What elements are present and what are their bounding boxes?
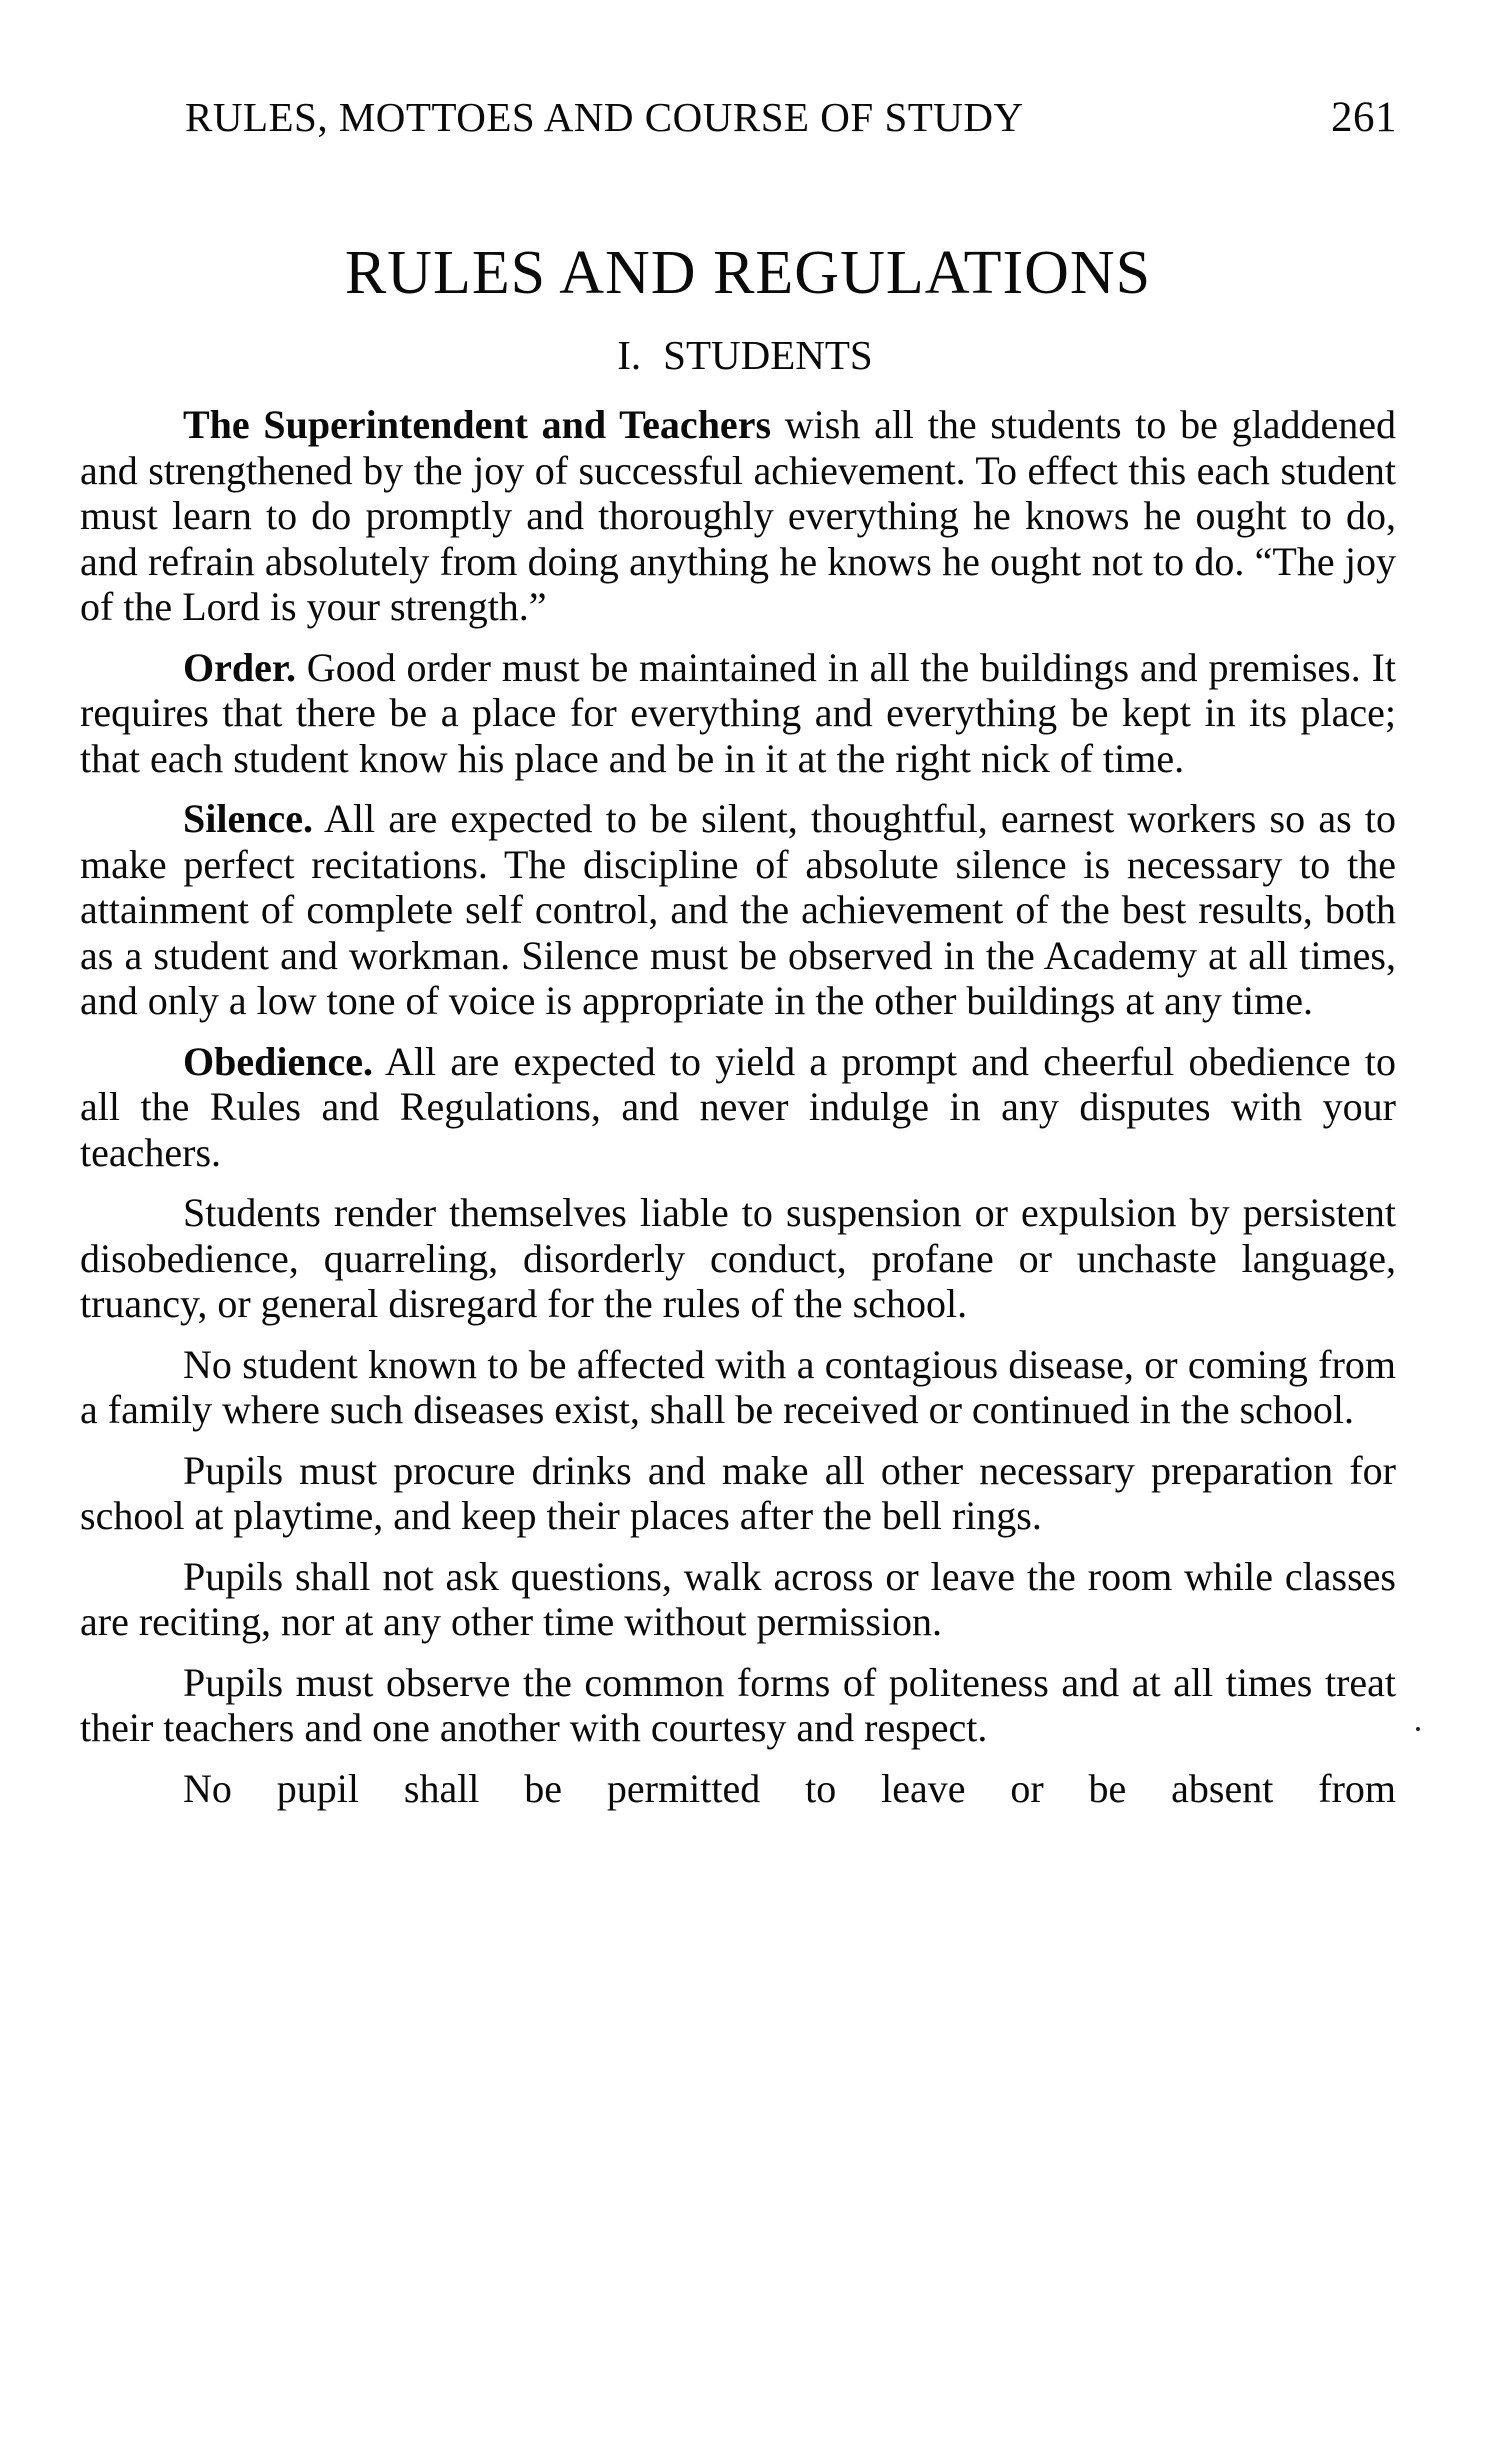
paragraph-lead: The Superintendent and Teachers (183, 402, 772, 447)
paragraph-text: Pupils must observe the common forms of politeness and at all times treat their teachers and one another with courtesy and respect. (80, 1659, 1396, 1750)
paragraph-text: Students render themselves liable to suspension or expulsion by persistent disobedience, quarreling, disorderly conduct, profane or unchaste language, truancy, or general disregard for the rules of the school. (80, 1190, 1396, 1326)
paragraph-silence (80, 796, 1396, 1024)
paragraph-text: Pupils shall not ask questions, walk across or leave the room while classes are reciting, nor at any other time without permission. (80, 1553, 1396, 1644)
paragraph-questions (80, 1554, 1396, 1645)
paragraph-obedience (80, 1039, 1396, 1176)
paragraph-lead: Silence. (183, 796, 313, 841)
section-heading (80, 330, 1396, 380)
paragraph-politeness (80, 1660, 1396, 1751)
section-numeral: I. (617, 332, 642, 378)
paragraph-text: wish all the students to be gladdened and strengthened by the joy of successful achievement. To effect this each student must learn to do promptly and thoroughly everything he knows he ought to do, and refrain absolutely from doing anything he knows he ought not to do. “The joy of the Lord is your strength.” (80, 402, 1396, 629)
page-title: RULES AND REGULATIONS (344, 239, 1152, 307)
running-header (185, 92, 1397, 143)
paragraph-text: Pupils must procure drinks and make all other necessary preparation for school at playtime, and keep their places after the bell rings. (80, 1447, 1396, 1538)
paragraph-text: No pupil shall be permitted to leave or be absent from (183, 1765, 1396, 1811)
paragraph-contagious-disease (80, 1342, 1396, 1433)
paragraph-lead: Obedience. (183, 1038, 373, 1084)
paragraph-text: No student known to be affected with a contagious disease, or coming from a family where such diseases exist, shall be received or continued in the school. (80, 1341, 1396, 1432)
paragraph-text: All are expected to be silent, thoughtful, earnest workers so as to make perfect recitations. The discipline of absolute silence is necessary to the attainment of complete self control, and the achievement of the best results, both as a student and workman. Silence must be observed in the Academy at all times, and only a low tone of voice is appropriate in the other buildings at any time. (80, 796, 1396, 1023)
paragraph-drinks (80, 1448, 1396, 1539)
paragraph-lead: Order. (183, 644, 296, 690)
page-number: 261 (1331, 94, 1397, 141)
paragraph-order (80, 645, 1396, 782)
paragraph-absence (80, 1766, 1396, 1812)
section-heading-text: STUDENTS (663, 332, 873, 378)
paragraph-intro (80, 402, 1396, 630)
print-speck (1416, 1727, 1420, 1731)
paragraph-suspension (80, 1190, 1396, 1327)
paragraph-text: Good order must be maintained in all the buildings and premises. It requires that there be a place for everything and everything be kept in its place; that each student know his place and be in it at the right nick of time. (80, 644, 1396, 781)
running-title: RULES, MOTTOES AND COURSE OF STUDY (185, 94, 1024, 140)
body-text (80, 402, 1396, 1826)
paragraph-text: All are expected to yield a prompt and cheerful obedience to all the Rules and Regulations, and never indulge in any disputes with your teachers. (80, 1038, 1396, 1175)
